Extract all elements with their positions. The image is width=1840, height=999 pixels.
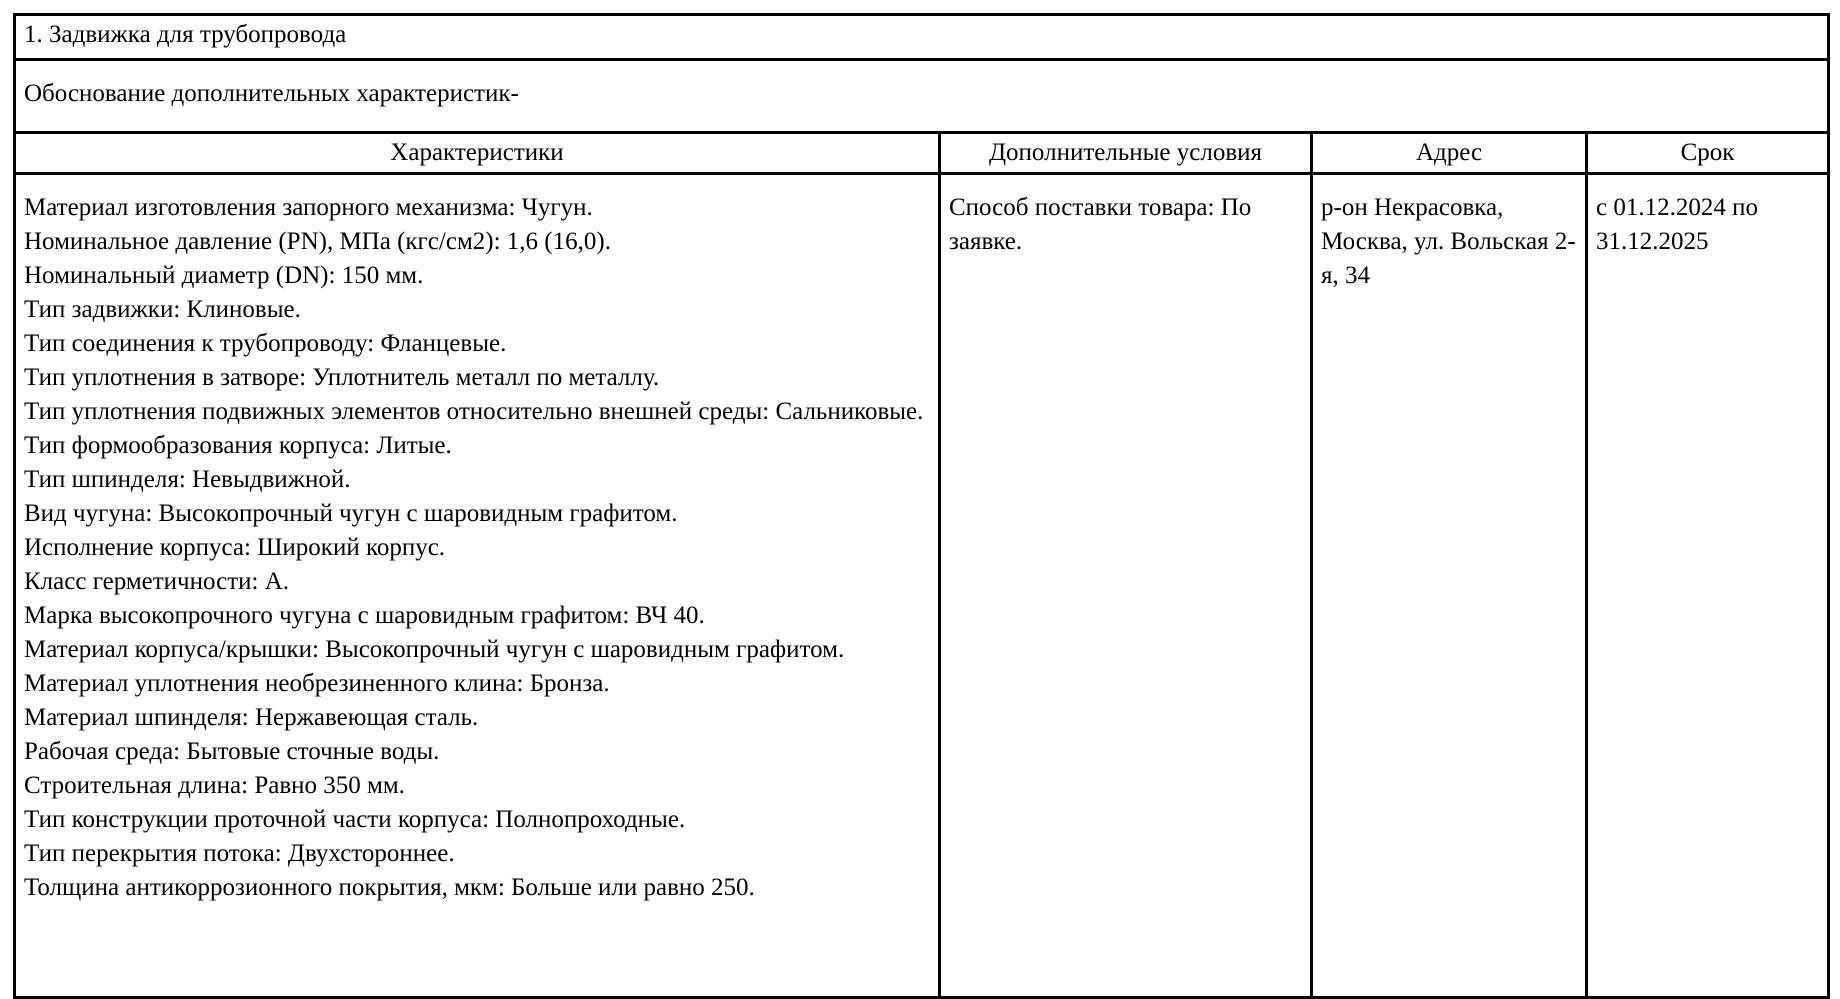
characteristic-item: Номинальный диаметр (DN): 150 мм. xyxy=(24,262,424,289)
characteristic-item: Тип перекрытия потока: Двухстороннее. xyxy=(24,840,455,867)
characteristic-item: Строительная длина: Равно 350 мм. xyxy=(24,772,405,799)
characteristic-item: Тип соединения к трубопроводу: Фланцевые. xyxy=(24,330,507,357)
characteristic-item: Рабочая среда: Бытовые сточные воды. xyxy=(24,738,440,765)
header-conditions: Дополнительные условия xyxy=(940,133,1312,174)
characteristic-item: Марка высокопрочного чугуна с шаровидным графитом: ВЧ 40. xyxy=(24,602,705,629)
header-term: Срок xyxy=(1587,133,1829,174)
header-row xyxy=(15,133,1829,174)
characteristic-item: Тип уплотнения подвижных элементов относительно внешней среды: Сальниковые. xyxy=(24,398,924,425)
characteristic-item: Класс герметичности: А. xyxy=(24,568,290,595)
characteristics-cell xyxy=(15,174,940,998)
characteristic-item: Вид чугуна: Высокопрочный чугун с шаровидным графитом. xyxy=(24,500,678,527)
characteristic-item: Материал уплотнения необрезиненного клина: Бронза. xyxy=(24,670,610,697)
characteristic-item: Тип конструкции проточной части корпуса: Полнопроходные. xyxy=(24,806,686,833)
term-cell: с 01.12.2024 по 31.12.2025 xyxy=(1587,174,1829,998)
document-title: 1. Задвижка для трубопровода xyxy=(15,15,1829,60)
title-row xyxy=(15,15,1829,60)
conditions-cell: Способ поставки товара: По заявке. xyxy=(940,174,1312,998)
table-row xyxy=(15,174,1829,998)
characteristic-item: Материал корпуса/крышки: Высокопрочный чугун с шаровидным графитом. xyxy=(24,636,845,663)
specification-table xyxy=(13,13,1830,999)
characteristic-item: Исполнение корпуса: Широкий корпус. xyxy=(24,534,446,561)
characteristic-item: Тип шпинделя: Невыдвижной. xyxy=(24,466,351,493)
characteristic-item: Номинальное давление (PN), МПа (кгс/см2): 1,6 (16,0). xyxy=(24,228,611,255)
address-cell: р-он Некрасовка, Москва, ул. Вольская 2-я, 34 xyxy=(1312,174,1587,998)
characteristic-item: Тип формообразования корпуса: Литые. xyxy=(24,432,452,459)
characteristic-item: Материал шпинделя: Нержавеющая сталь. xyxy=(24,704,479,731)
characteristic-item: Тип задвижки: Клиновые. xyxy=(24,296,301,323)
subtitle-row xyxy=(15,60,1829,133)
header-address: Адрес xyxy=(1312,133,1587,174)
characteristic-item: Толщина антикоррозионного покрытия, мкм: Больше или равно 250. xyxy=(24,874,755,901)
document-subtitle: Обоснование дополнительных характеристик- xyxy=(15,60,1829,133)
characteristic-item: Тип уплотнения в затворе: Уплотнитель металл по металлу. xyxy=(24,364,660,391)
header-characteristics: Характеристики xyxy=(15,133,940,174)
document-frame xyxy=(13,13,1827,972)
characteristic-item: Материал изготовления запорного механизма: Чугун. xyxy=(24,194,593,221)
